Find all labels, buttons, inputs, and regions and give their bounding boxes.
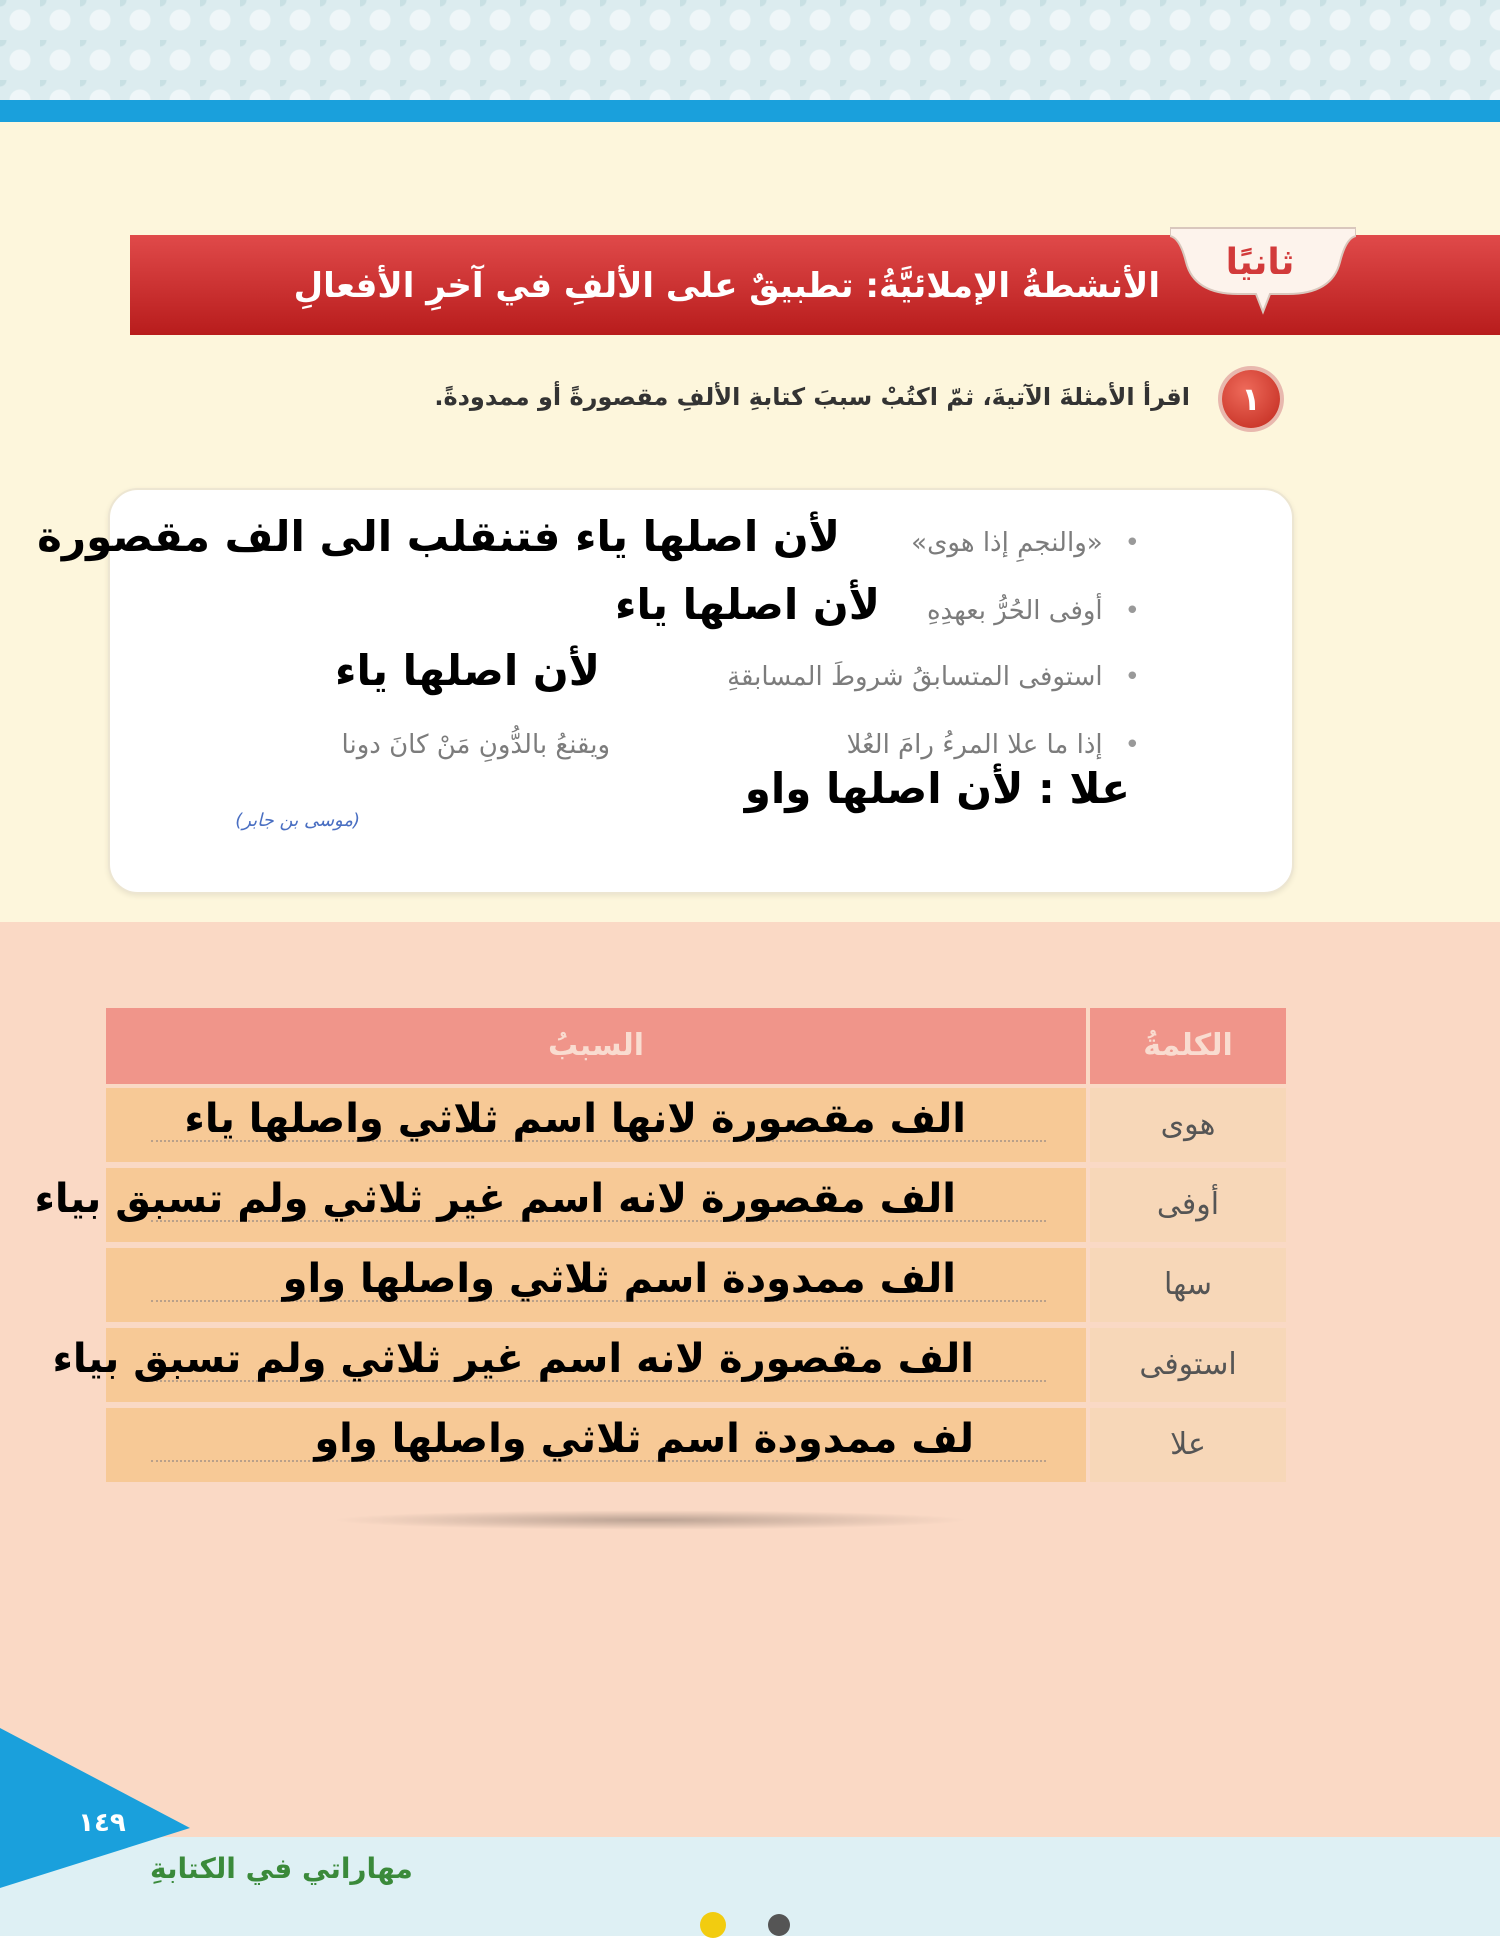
example-text: إذا ما علا المرءُ رامَ العُلا [846,730,1103,760]
poet-attribution: (موسى بن جابر) [235,810,360,831]
example-answer: لأن اصلها ياء فتنقلب الى الف مقصورة [37,512,840,561]
table-cell-word: سها [1090,1248,1286,1322]
example-line-second-hemistich: ويقنعُ بالدُّونِ مَنْ كانَ دونا [341,730,610,760]
instruction-number-badge: ١ [1222,370,1280,428]
reason-text: الف مقصورة لانه اسم غير ثلاثي ولم تسبق بياء [34,1176,956,1222]
reason-text: الف مقصورة لانه اسم غير ثلاثي ولم تسبق بياء [52,1336,974,1382]
reason-text: الف ممدودة اسم ثلاثي واصلها واو [282,1256,956,1302]
table-cell-word: أوفى [1090,1168,1286,1242]
page-indicator-active[interactable] [700,1912,726,1938]
table-cell-reason [106,1248,1086,1322]
example-text: «والنجمِ إذا هوى» [911,528,1103,558]
table-row [106,1408,1286,1482]
table-row [106,1248,1286,1322]
example-answer: علا : لأن اصلها واو [744,764,1130,813]
example-text: استوفى المتسابقُ شروطَ المسابقةِ [727,662,1103,692]
book-title: مهاراتي في الكتابةِ [150,1852,413,1885]
section-title: الأنشطةُ الإملائيَّةُ: تطبيقٌ على الألفِ في آخرِ الأفعالِ [293,266,1160,306]
table-header-reason: السببُ [106,1008,1086,1084]
page-indicator[interactable] [768,1914,790,1936]
instruction-text: اقرأ الأمثلةَ الآتيةَ، ثمّ اكتُبْ سببَ كتابةِ الألفِ مقصورةً أو ممدودةً. [434,383,1190,411]
table-cell-reason [34,1168,1086,1242]
example-answer: لأن اصلها ياء [614,580,880,629]
table-row [52,1328,1286,1402]
table-cell-word: هوى [1090,1088,1286,1162]
example-answer: لأن اصلها ياء [334,646,600,695]
reason-text: لف ممدودة اسم ثلاثي واصلها واو [314,1416,974,1462]
table-cell-reason [106,1088,1086,1162]
table-cell-reason [106,1408,1086,1482]
example-line: •«والنجمِ إذا هوى» [911,528,1140,558]
table-shadow [330,1510,970,1530]
example-text: أوفى الحُرُّ بعهدِهِ [926,596,1103,626]
page-number: ١٤٩ [78,1808,126,1838]
table-cell-reason [52,1328,1086,1402]
example-line: •أوفى الحُرُّ بعهدِهِ [926,596,1140,626]
table-header-row [106,1008,1286,1084]
table-row [34,1168,1286,1242]
blue-stripe [0,100,1500,122]
table-cell-word: استوفى [1090,1328,1286,1402]
section-tab-label: ثانيًا [1225,242,1295,283]
reason-text: الف مقصورة لانها اسم ثلاثي واصلها ياء [184,1096,966,1142]
example-line: •إذا ما علا المرءُ رامَ العُلا [846,730,1140,760]
table-cell-word: علا [1090,1408,1286,1482]
table-row [106,1088,1286,1162]
example-line: •استوفى المتسابقُ شروطَ المسابقةِ [727,662,1140,692]
table-header-word: الكلمةُ [1090,1008,1286,1084]
decorative-pattern-header [0,0,1500,100]
